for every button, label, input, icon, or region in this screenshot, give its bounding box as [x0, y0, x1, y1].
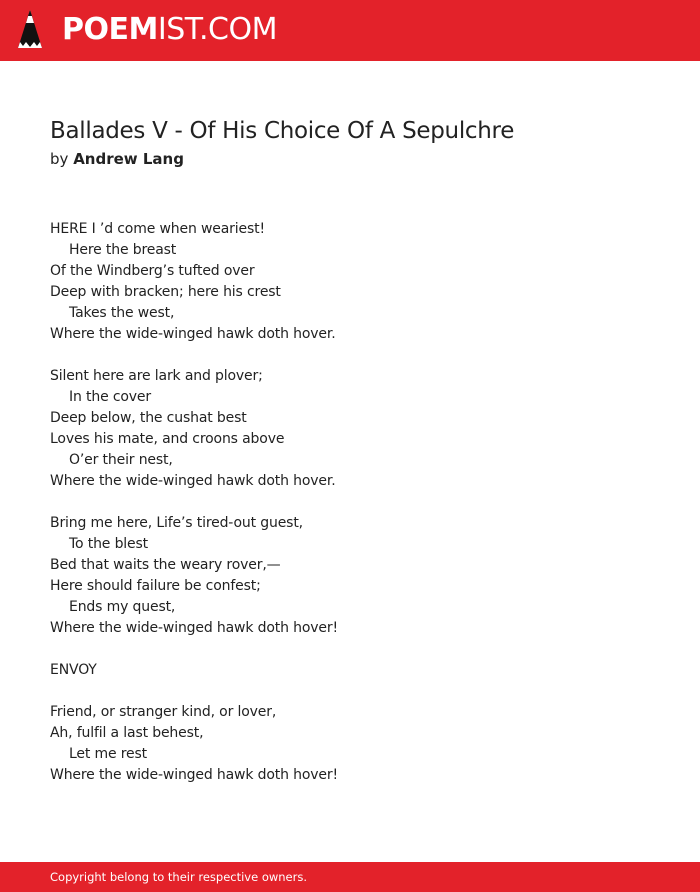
poem-line: Loves his mate, and croons above	[50, 431, 285, 447]
poem-line: Bring me here, Life’s tired-out guest,	[50, 515, 303, 531]
poem-line: Let me rest	[69, 746, 148, 762]
poem-line: Where the wide-winged hawk doth hover.	[50, 473, 336, 489]
stanza-gap	[50, 492, 670, 513]
poem-line: Where the wide-winged hawk doth hover!	[50, 767, 338, 783]
poem-line: Bed that waits the weary rover,—	[50, 557, 281, 573]
poem-line: Here the breast	[69, 242, 177, 258]
logo-light-text: IST.COM	[157, 12, 277, 47]
poem-line: HERE I ’d come when weariest!	[50, 221, 265, 237]
logo-bold-text: POEM	[62, 12, 158, 47]
author-name: Andrew Lang	[73, 150, 184, 168]
poem-title: Ballades V - Of His Choice Of A Sepulchre	[50, 118, 515, 144]
poem-line: ENVOY	[50, 662, 97, 678]
poem-stanza	[50, 513, 670, 639]
poem-line: Ah, fulfil a last behest,	[50, 725, 204, 741]
by-label: by	[50, 150, 69, 168]
poem-byline	[50, 148, 184, 170]
poem-line: Takes the west,	[69, 305, 175, 321]
poem-line: Silent here are lark and plover;	[50, 368, 263, 384]
stanza-gap	[50, 639, 670, 660]
pencil-logo-icon[interactable]	[16, 10, 44, 52]
site-logo-wordmark[interactable]	[62, 12, 277, 48]
poem-line: Deep below, the cushat best	[50, 410, 247, 426]
poem-line: Here should failure be confest;	[50, 578, 261, 594]
site-footer	[0, 862, 700, 892]
poem-line: To the blest	[69, 536, 148, 552]
poem-stanza	[50, 660, 670, 681]
poem-line: Ends my quest,	[69, 599, 176, 615]
site-header	[0, 0, 700, 61]
poem-body	[50, 219, 670, 786]
poem-line: Of the Windberg’s tufted over	[50, 263, 255, 279]
poem-line: Where the wide-winged hawk doth hover!	[50, 620, 338, 636]
poem-stanza	[50, 702, 670, 786]
poem-line: In the cover	[69, 389, 151, 405]
poem-line: O’er their nest,	[69, 452, 173, 468]
poem-line: Deep with bracken; here his crest	[50, 284, 281, 300]
copyright-text: Copyright belong to their respective owners.	[50, 870, 308, 884]
poem-stanza	[50, 366, 670, 492]
stanza-gap	[50, 681, 670, 702]
poem-stanza	[50, 219, 670, 345]
poem-line: Friend, or stranger kind, or lover,	[50, 704, 277, 720]
poem-line: Where the wide-winged hawk doth hover.	[50, 326, 336, 342]
stanza-gap	[50, 345, 670, 366]
